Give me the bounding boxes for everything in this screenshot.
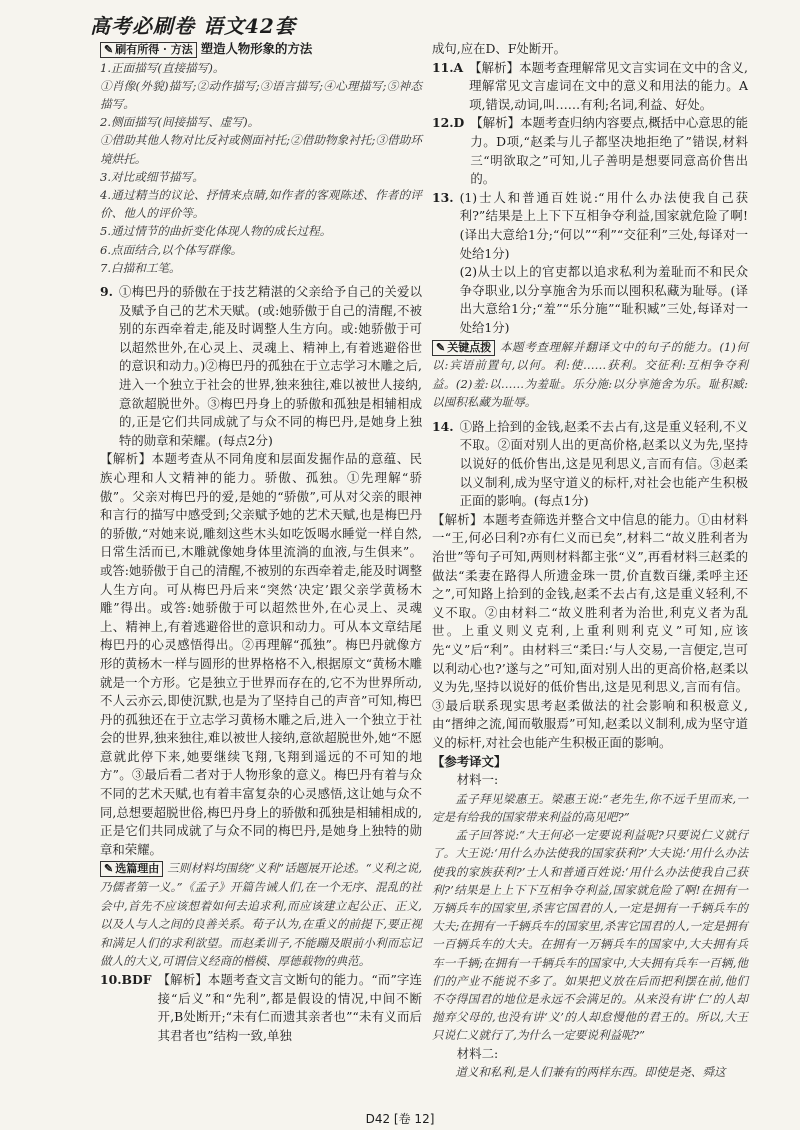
method-line: 6.点面结合,以个体写群像。 — [100, 242, 243, 257]
left-column — [100, 40, 422, 1045]
q11-number: 11.A — [432, 59, 464, 75]
method-line: ①借助其他人物对比反衬或侧面衬托;②借助物象衬托;③借助环境烘托。 — [100, 133, 422, 166]
right-column — [432, 40, 748, 1081]
material-2-p1: 道义和私利,是人们兼有的两样东西。即使是尧、舜这 — [455, 1065, 726, 1080]
method-tag: ✎ 刷有所得 · 方法 — [100, 42, 197, 58]
q11-answer — [432, 59, 748, 115]
guanjian-text: 本题考查理解并翻译文中的句子的能力。(1)何以:宾语前置句,以何。利:使……获利。交征利:互相争夺利益。(2)羞:以……为羞耻。乐分施:以分享施舍为乐。耻积臧:以囤积私藏为耻辱。 — [432, 339, 748, 410]
q10-answer — [100, 971, 422, 1045]
method-line: 5.通过情节的曲折变化体现人物的成长过程。 — [100, 224, 332, 239]
q10-body: 【解析】本题考查文言文断句的能力。“而”字连接“后义”和“先利”,都是假设的情况,中间不断开,B处断开;“未有仁而遗其亲者也”“未有义而后其君者也”结构一致,单独 — [157, 972, 422, 1043]
q14-analysis: 【解析】本题考查筛选并整合文中信息的能力。①由材料一“王,何必曰利?亦有仁义而已矣”,材料二“故义胜利者为治世”等句子可知,两则材料都主张“义”,再看材料三赵柔的做法“柔妻在路得人所遗金珠一贯,价直数百缣,柔呼主还之”,可知路上拾到的金钱,赵柔不去占有,这是重义轻利,不义不取。②由材料二“故义胜利者为治世,利克义者为乱世。上重义则义克利,上重利则利克义”可知,应该先“义”后“利”。由材料三“柔曰:‘与人交易,一言便定,岂可以利动心也?’遂与之”可知,面对别人出的更高价格,赵柔以义为先,坚持以说好的低价售出,这是见利思义,言而有信。③最后联系现实思考赵柔做法的社会影响和积极意义,由“搢绅之流,闻而敬服焉”可知,赵柔以义制利,成为坚守道义的标杆,对社会也能产生积极正面的影响。 — [432, 511, 748, 750]
q14-answer — [432, 418, 748, 511]
pen-icon: ✎ — [436, 340, 446, 354]
material-1-title: 材料一: — [456, 772, 499, 788]
q10-number: 10.BDF — [100, 972, 152, 987]
xuanpian-text: 三则材料均围绕“义利”话题展开论述。“义利之说,乃儒者第一义。”《孟子》开篇告诫人们,在一个无序、混乱的社会中,首先不应该想着如何去追求利,而应该建立起公正、正义,以及人与人之间的良善关系。荀子认为,在重义的前提下,要正视和满足人们的求利欲望。而赵柔训子,不能蹦及眼前小利而忘记做人的大义,可谓信义经商的楷模、厚德载物的典范。 — [100, 861, 422, 969]
material-2-title: 材料二: — [456, 1045, 499, 1061]
q12-answer — [432, 114, 748, 188]
header-title: 高考必刷卷 语文42套 — [90, 14, 296, 38]
guanjian — [432, 338, 748, 412]
q13-number: 13. — [432, 189, 454, 205]
q9-answer — [100, 283, 422, 450]
pen-icon: ✎ — [104, 43, 114, 56]
method-line: 7.白描和工笔。 — [100, 260, 181, 275]
method-line: 4.通过精当的议论、抒情来点睛,如作者的客观陈述、作者的评价、他人的评价等。 — [100, 188, 422, 221]
q14-number: 14. — [432, 418, 454, 434]
method-title: 塑造人物形象的方法 — [200, 41, 313, 56]
q9-analysis: 【解析】本题考查从不同角度和层面发掘作品的意蕴、民族心理和人文精神的能力。骄傲、孤独。①先理解“骄傲”。父亲对梅巴丹的爱,是她的“骄傲”,可从对父亲的眼神和言行的描写中感受到;父亲赋予她的艺术天赋,也是梅巴丹的骄傲,“对她来说,雕刻这些木头如吃饭喝水睡觉一样自然,日常生活而已,木雕就像她身体里流淌的血液,与生俱来”。或答:她骄傲于自己的清醒,不被别的东西牵着走,能及时调整人生方向。可从梅巴丹后来“突然‘决定’跟父亲学黄杨木雕”得出。或答:她骄傲于可以超然世外,在心灵上、灵魂上、精神上,有着逃避俗世的意识和动力。可从本文章结尾梅巴丹的心灵感悟得出。②再理解“孤独”。梅巴丹就像方形的黄杨木一样与圆形的世界格格不入,根据原文“黄杨木雕就是一个方形。它是独立于世界而存在的,它不为世界所动,不人云亦云,即使沉默,也是为了坚持自己的声音”可知,梅巴丹的孤独还在于立志学习黄杨木雕之后,进入一个独立于社会的世界,独来独往,难以被世人接纳,意欲超脱世外,她“不愿意就此停下来,她要继续飞翔,飞翔到遥远的不可知的地方”。③最后看二者对于人物形象的意义。梅巴丹有着与众不同的艺术天赋,也有着丰富复杂的心灵感悟,这让她与众不同,总想要超脱世俗,梅巴丹身上的骄傲和孤独是相辅相成的,正是它们共同成就了与众不同的梅巴丹,是她身上独特的勋章和荣耀。 — [100, 451, 422, 857]
xuanpian-tag: ✎ 选篇理由 — [100, 861, 163, 877]
page-footer: D42 [卷 12] — [365, 1112, 435, 1126]
method-line: 2.侧面描写(间接描写、虚写)。 — [100, 115, 260, 130]
method-line: 1.正面描写(直接描写)。 — [100, 60, 225, 75]
material-1-p2: 孟子回答说:“大王何必一定要说利益呢?只要说仁义就行了。大王说:‘用什么办法使我的国家获利?’大夫说:‘用什么办法使我的家族获利?’士人和普通百姓说:‘用什么办法使我自己获利?’结果是上上下下互相争夺利益,国家就危险了啊!在拥有一万辆兵车的国家里,杀害它国君的人,一定是拥有一千辆兵车的大夫;在拥有一千辆兵车的国家里,杀害它国君的人,一定是拥有一百辆兵车的大夫。在拥有一万辆兵车的国家中,大夫拥有兵车一千辆;在拥有一千辆兵车的国家中,大夫拥有兵车一百辆,他们的产业不能说不多了。如果把义放在后而把利摆在前,他们不夺得国君的地位是永远不会满足的。从来没有讲‘仁’的人却抛弃父母的,也没有讲‘义’的人却怠慢他的君王的。所以,大王只说仁义就行了,为什么一定要说利益呢?” — [432, 828, 748, 1043]
method-line: 3.对比或细节描写。 — [100, 169, 204, 184]
material-1-p1: 孟子拜见梁惠王。梁惠王说:“老先生,你不远千里而来,一定是有给我的国家带来利益的高见吧?” — [432, 791, 748, 824]
q9-body: ①梅巴丹的骄傲在于技艺精湛的父亲给予自己的关爱以及赋予自己的艺术天赋。(或:她骄傲于自己的清醒,不被别的东西牵着走,能及时调整人生方向。或:她骄傲于可以超然世外,在心灵上、灵魂上、精神上,有着逃避俗世的意识和动力。)②梅巴丹的孤独在于立志学习木雕之后,进入一个独立于社会的世界,独来独往,难以被世人接纳,意欲超脱世外。③梅巴丹身上的骄傲和孤独是相辅相成的,正是它们共同成就了与众不同的梅巴丹,是她身上独特的勋章和荣耀。(每点2分) — [118, 284, 422, 448]
q13-part-2: (2)从士以上的官吏都以追求私利为羞耻而不和民众争夺职业,以分享施舍为乐而以囤积私藏为耻辱。(译出大意给1分;“羞”“乐分施”“耻积臧”三处,每译对一处给1分) — [459, 264, 748, 335]
q13-part-1: (1)士人和普通百姓说:“用什么办法使我自己获利?”结果是上上下下互相争夺利益,国家就危险了啊!(译出大意给1分;“何以”“利”“交征利”三处,每译对一处给1分) — [459, 189, 748, 261]
reference-title: 【参考译文】 — [432, 753, 507, 769]
q13-answer — [432, 189, 748, 338]
pen-icon: ✎ — [104, 862, 114, 876]
q10-continued: 成句,应在D、F处断开。 — [432, 41, 566, 56]
q12-body: 【解析】本题考查归纳内容要点,概括中心意思的能力。D项,“赵柔与儿子都坚决地拒绝了”错误,材料三“明欲取之”可知,儿子善明是想要同意高价售出的。 — [470, 115, 748, 187]
q11-body: 【解析】本题考查理解常见文言实词在文中的含义,理解常见文言虚词在文中的意义和用法的能力。A项,错误,动词,叫……有利;名词,利益、好处。 — [469, 59, 748, 112]
q14-body: ①路上拾到的金钱,赵柔不去占有,这是重义轻利,不义不取。②面对别人出的更高价格,赵柔以义为先,坚持以说好的低价售出,这是见利思义,言而有信。③赵柔以义制利,成为坚守道义的标杆,对社会也能产生积极正面的影响。(每点1分) — [459, 418, 748, 509]
method-line: ①肖像(外貌)描写;②动作描写;③语言描写;④心理描写;⑤神态描写。 — [100, 78, 422, 111]
q12-number: 12.D — [432, 115, 465, 131]
guanjian-tag: ✎ 关键点拨 — [432, 340, 495, 356]
method-list — [100, 59, 422, 277]
xuanpian — [100, 859, 422, 971]
q9-number: 9. — [100, 284, 113, 300]
method-heading — [100, 40, 422, 59]
